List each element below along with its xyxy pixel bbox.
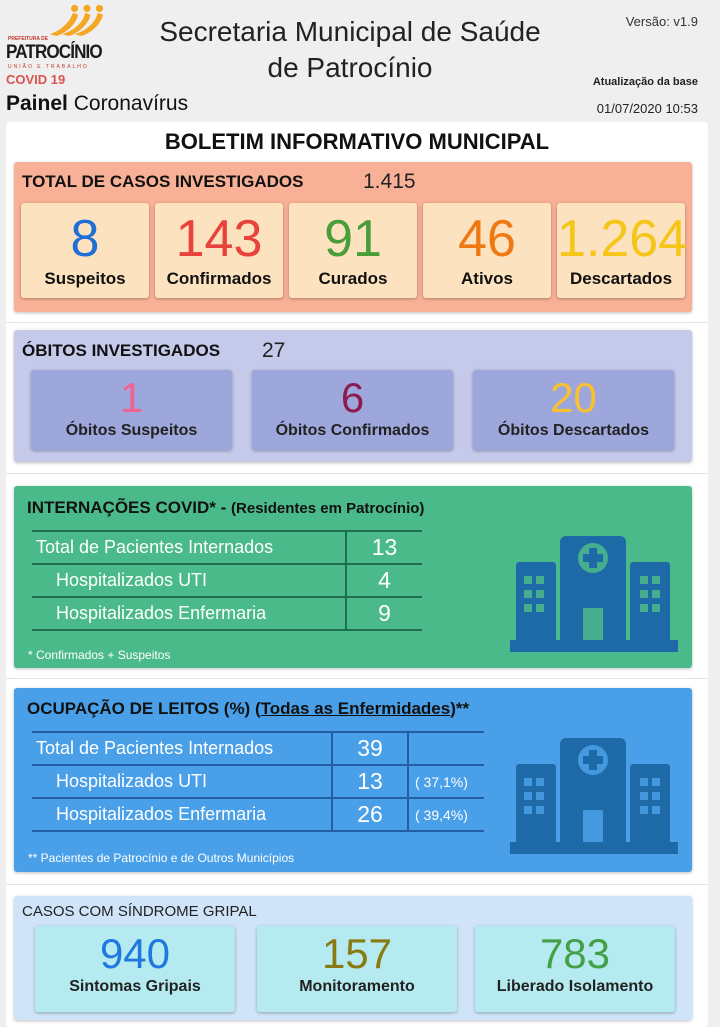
stat-value: 6 (340, 374, 365, 421)
stat-label: Descartados (569, 269, 673, 288)
hospital-icon-details (510, 536, 678, 652)
beds-paren-close: )** (450, 699, 470, 718)
panel-title-rest: Coronavírus (73, 92, 189, 115)
logo-figures-icon (44, 4, 114, 36)
version-label: Versão: v1.9 (625, 14, 698, 29)
logo-prefix: PREFEITURA DE (8, 36, 49, 42)
stat-label: Monitoramento (299, 978, 415, 995)
stat-box (21, 203, 149, 298)
table-row (32, 564, 422, 597)
stat-box (473, 370, 674, 450)
page-title (130, 14, 570, 86)
logo-name: PATROCÍNIO (6, 42, 102, 63)
stat-box (252, 370, 453, 450)
all-illnesses-link[interactable]: Todas as Enfermidades (260, 699, 451, 718)
stat-box (475, 926, 675, 1012)
divider (6, 678, 708, 679)
row-value: 13 (332, 765, 408, 798)
table-row (32, 732, 484, 765)
hospitalizations-sublabel: (Residentes em Patrocínio) (231, 500, 425, 517)
stat-value: 143 (175, 210, 263, 268)
beds-footnote: ** Pacientes de Patrocínio e de Outros Municípios (28, 851, 295, 865)
deaths-label: ÓBITOS INVESTIGADOS (22, 341, 221, 360)
cases-total: 1.415 (363, 170, 416, 193)
stat-box (31, 370, 232, 450)
divider (6, 322, 708, 323)
stat-label: Óbitos Descartados (497, 422, 650, 439)
stat-label: Óbitos Confirmados (275, 422, 430, 439)
divider (6, 473, 708, 474)
beds-paren: ( (254, 699, 261, 718)
hospitalizations-footnote: * Confirmados + Suspeitos (28, 648, 171, 662)
panel-title (6, 92, 188, 116)
beds-table (32, 731, 484, 832)
stat-box (557, 203, 688, 298)
stat-box (289, 203, 417, 298)
bulletin-title: BOLETIM INFORMATIVO MUNICIPAL (164, 129, 550, 154)
stat-value: 20 (550, 374, 597, 421)
row-label: Total de Pacientes Internados (32, 732, 332, 765)
stat-box (155, 203, 283, 298)
update-label: Atualização da base (592, 76, 698, 88)
flu-label: CASOS COM SÍNDROME GRIPAL (22, 903, 257, 920)
stat-value: 940 (99, 930, 171, 977)
row-percent (408, 732, 484, 765)
row-label: Hospitalizados Enfermaria (32, 798, 332, 831)
covid-label: COVID 19 (6, 72, 66, 87)
table-row (32, 765, 484, 798)
hospitalizations-table (32, 530, 422, 631)
row-percent: ( 39,4%) (408, 798, 484, 831)
stat-box (257, 926, 457, 1012)
stat-value: 783 (539, 930, 611, 977)
cases-label: TOTAL DE CASOS INVESTIGADOS (22, 172, 304, 191)
hospitalizations-label (27, 498, 424, 518)
logo-motto: UNIÃO E TRABALHO (8, 64, 89, 70)
stat-box (35, 926, 235, 1012)
stat-label: Confirmados (166, 269, 272, 288)
row-label: Total de Pacientes Internados (32, 531, 346, 564)
row-value: 9 (346, 597, 422, 630)
hospital-icon (510, 738, 678, 854)
row-label: Hospitalizados UTI (32, 765, 332, 798)
row-percent: ( 37,1%) (408, 765, 484, 798)
beds-label (27, 699, 469, 719)
update-timestamp: 01/07/2020 10:53 (596, 101, 698, 116)
table-row (32, 798, 484, 831)
stat-label: Ativos (461, 269, 513, 288)
beds-title: OCUPAÇÃO DE LEITOS (%) (27, 699, 251, 718)
divider (6, 884, 708, 885)
stat-label: Suspeitos (44, 269, 126, 288)
row-value: 4 (346, 564, 422, 597)
stat-value: 157 (321, 930, 393, 977)
row-value: 13 (346, 531, 422, 564)
stat-label: Curados (318, 269, 388, 288)
hospitalizations-title: INTERNAÇÕES COVID* - (27, 498, 227, 517)
title-line-1: Secretaria Municipal de Saúde (159, 16, 541, 47)
row-value: 26 (332, 798, 408, 831)
row-value: 39 (332, 732, 408, 765)
panel-title-bold: Painel (6, 92, 68, 115)
stat-value: 46 (458, 210, 516, 268)
stat-label: Óbitos Suspeitos (65, 422, 198, 439)
table-row (32, 531, 422, 564)
row-label: Hospitalizados UTI (32, 564, 346, 597)
stat-box (423, 203, 551, 298)
stat-value: 91 (324, 210, 382, 268)
row-label: Hospitalizados Enfermaria (32, 597, 346, 630)
stat-value: 1.264 (557, 210, 688, 268)
table-row (32, 597, 422, 630)
stat-value: 1 (119, 374, 144, 421)
stat-value: 8 (70, 210, 100, 268)
stat-label: Liberado Isolamento (496, 978, 654, 995)
title-line-2: de Patrocínio (267, 52, 433, 83)
stat-label: Sintomas Gripais (69, 978, 201, 995)
deaths-total: 27 (262, 339, 286, 362)
